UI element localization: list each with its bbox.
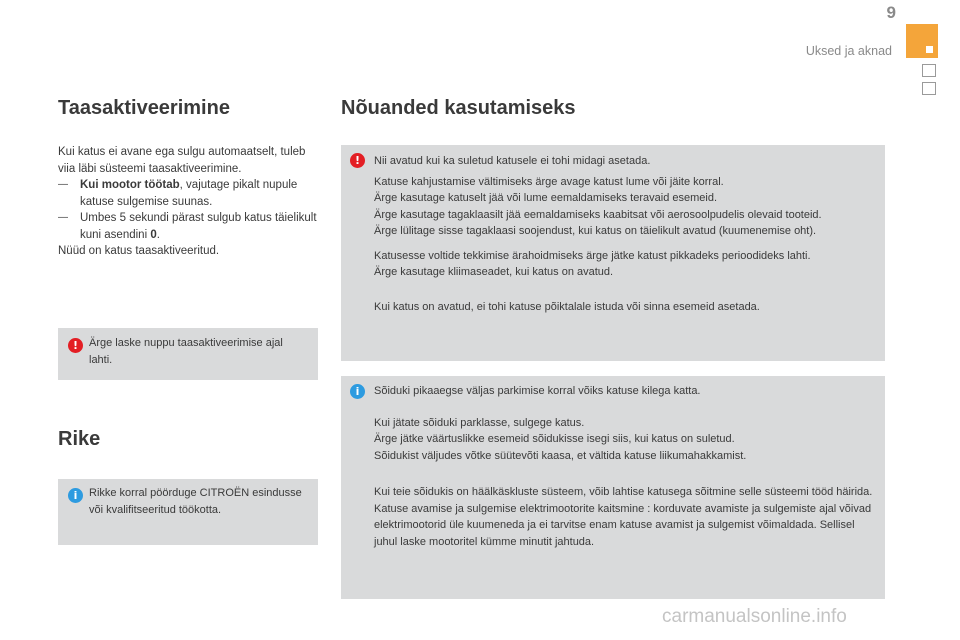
tips-heading: Nõuanded kasutamiseks [341, 97, 576, 119]
tips-info-p3: Ärge jätke väärtuslikke esemeid sõidukisse isegi siis, kui katus on suletud. [374, 433, 735, 445]
tips-warning-content [374, 153, 874, 315]
bullet-icon: — [58, 212, 68, 223]
tips-warning-p2: Katuse kahjustamise vältimiseks ärge avage katust lume või jäite korral. [374, 175, 724, 188]
square-icon [926, 46, 933, 53]
fault-heading: Rike [58, 428, 101, 450]
chapter-tab[interactable] [922, 82, 936, 95]
watermark: carmanualsonline.info [662, 606, 847, 627]
warning-exclamation-icon: ! [350, 153, 365, 168]
section-title: Uksed ja aknad [805, 44, 892, 58]
fault-info-box [58, 479, 318, 545]
chapter-tab[interactable] [922, 64, 936, 77]
reactivation-heading: Taasaktiveerimine [58, 97, 230, 119]
page-number: 9 [886, 3, 896, 22]
reactivation-warning-box [58, 328, 318, 380]
fault-info-text: Rikke korral pöörduge CITROËN esindusse või kvalifitseeritud töökotta. [89, 487, 302, 516]
tips-info-p5: Kui teie sõidukis on häälkäskluste süsteem, võib lahtise katusega sõitmine selle süsteemi tööd häirida. [374, 486, 873, 498]
reactivation-outro: Nüüd on katus taasaktiveeritud. [58, 245, 220, 257]
tips-info-p2: Kui jätate sõiduki parklasse, sulgege katus. [374, 416, 585, 429]
reactivation-text [58, 144, 320, 260]
reactivation-intro: Kui katus ei avane ega sulgu automaatselt, tuleb viia läbi süsteemi taasaktiveerimine. [58, 146, 306, 175]
tips-info-content [374, 383, 874, 550]
tips-warning-p5: Ärge lülitage sisse tagaklaasi soojendust, kui katus on täielikult avatud (kuumenemise oht). [374, 225, 817, 237]
tips-info-p4: Sõidukist väljudes võtke süütevõti kaasa, et vältida katuse liikumahakkamist. [374, 449, 747, 462]
reactivation-step-1 [58, 177, 320, 210]
warning-exclamation-icon: ! [68, 338, 83, 353]
info-icon: i [350, 384, 365, 399]
tips-info-p1: Sõiduki pikaaegse väljas parkimise korral võiks katuse kilega katta. [374, 385, 701, 397]
tips-info-box [341, 376, 885, 599]
bullet-icon: — [58, 179, 68, 190]
info-icon: i [68, 488, 83, 503]
tips-warning-p7: Ärge kasutage kliimaseadet, kui katus on avatud. [374, 266, 614, 278]
chapter-tab-active[interactable] [906, 24, 938, 58]
step2-text: Umbes 5 sekundi pärast sulgub katus täielikult kuni asendini [80, 212, 317, 241]
tips-warning-p8: Kui katus on avatud, ei tohi katuse põiktalale istuda või sinna esemeid asetada. [374, 300, 760, 313]
tips-warning-p4: Ärge kasutage tagaklaasilt jää eemaldamiseks kaabitsat või aerosoolpudelis olevaid tooteid. [374, 208, 822, 221]
reactivation-step-2 [58, 210, 320, 243]
tips-warning-p3: Ärge kasutage katuselt jää või lume eemaldamiseks teravaid esemeid. [374, 192, 718, 204]
step2-suffix: . [156, 228, 160, 241]
step1-bold: Kui mootor töötab [80, 179, 180, 191]
tips-info-p6: Katuse avamise ja sulgemise elektrimootorite kaitsmine : korduvate avamiste ja sulgemiste ajal võivad elektrimootorid üle kuumeneda ja ei tarvitse enam katuse avamist ja sulgemist võimaldada. Sellisel juhul laske mootoritel kümme minutit jahtuda. [374, 502, 872, 548]
tips-warning-box [341, 145, 885, 361]
tips-warning-p6: Katusesse voltide tekkimise ärahoidmiseks ärge jätke katust pikkadeks perioodideks lahti. [374, 249, 811, 262]
step2-bold: 0 [150, 228, 157, 241]
tips-warning-p1: Nii avatud kui ka suletud katusele ei tohi midagi asetada. [374, 155, 651, 167]
reactivation-warning-text: Ärge laske nuppu taasaktiveerimise ajal lahti. [89, 337, 283, 366]
step1-text: , vajutage pikalt nupule katuse sulgemise suunas. [80, 179, 298, 208]
